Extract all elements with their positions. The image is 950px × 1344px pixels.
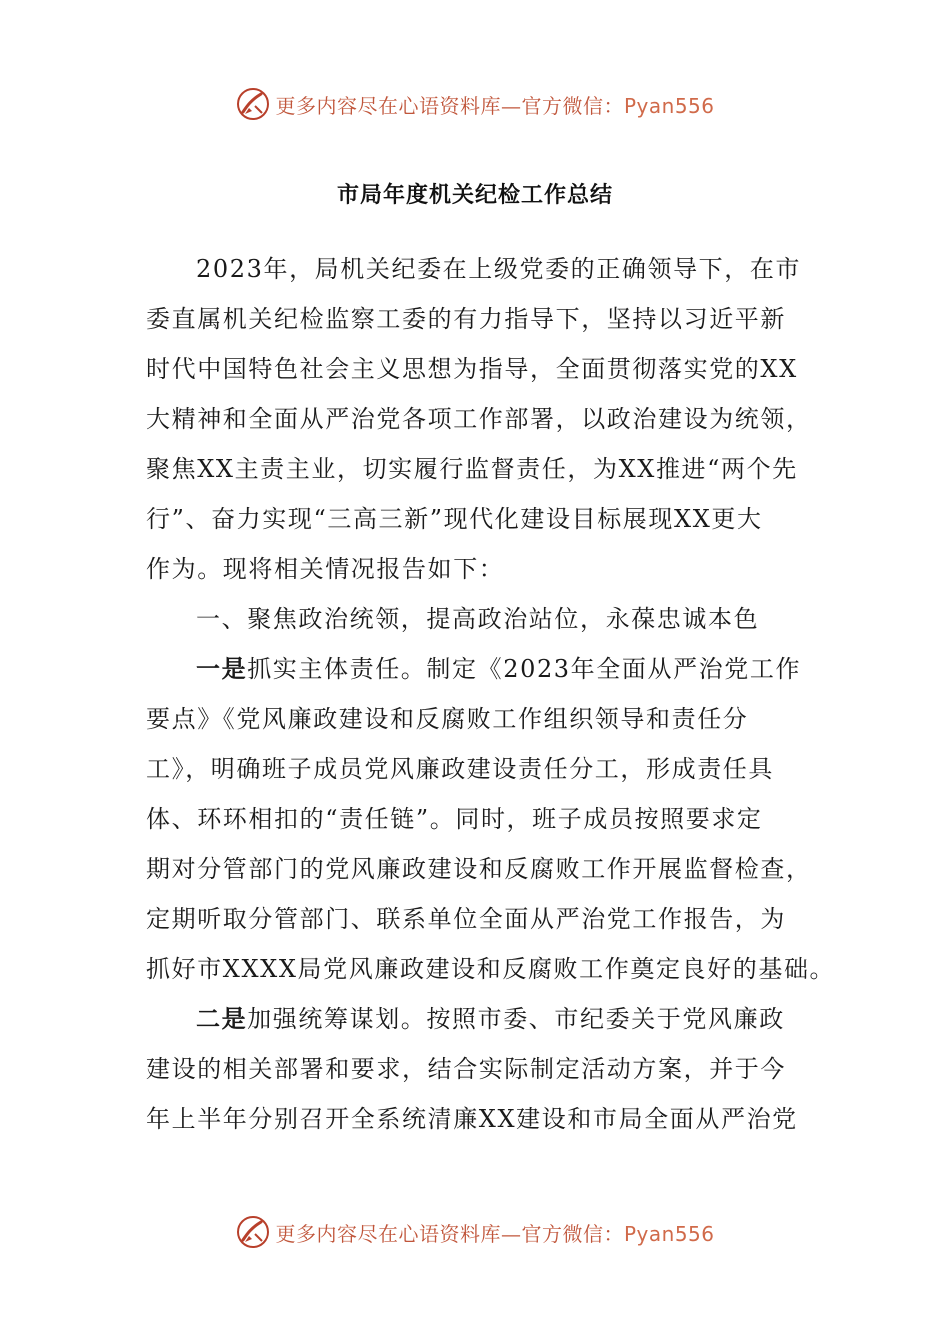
- item-one-first-line: 一是抓实主体责任。制定《2023年全面从严治党工作: [196, 655, 802, 683]
- paragraph-line: 建设的相关部署和要求，结合实际制定活动方案，并于今: [146, 1055, 786, 1083]
- paragraph-line: 要点》《党风廉政建设和反腐败工作组织领导和责任分: [146, 705, 749, 733]
- paragraph-line: 作为。现将相关情况报告如下：: [146, 555, 505, 583]
- banner-text: 更多内容尽在心语资料库—官方微信：Pyan556: [275, 93, 715, 118]
- paragraph-line: 年上半年分别召开全系统清廉XX建设和市局全面从严治党: [146, 1105, 798, 1133]
- pen-logo-icon: [235, 86, 271, 122]
- pen-logo-icon: [235, 1214, 271, 1250]
- item-two-first-line: 二是加强统筹谋划。按照市委、市纪委关于党风廉政: [196, 1005, 785, 1033]
- paragraph-line: 大精神和全面从严治党各项工作部署，以政治建设为统领，: [146, 405, 812, 433]
- paragraph-line: 聚焦XX主责主业，切实履行监督责任，为XX推进“两个先: [146, 455, 798, 483]
- paragraph-line: 体、环环相扣的“责任链”。同时，班子成员按照要求定: [146, 805, 763, 833]
- paragraph-line: 期对分管部门的党风廉政建设和反腐败工作开展监督检查，: [146, 855, 812, 883]
- wechat-id: Pyan556: [623, 1221, 715, 1246]
- paragraph-line: 2023年，局机关纪委在上级党委的正确领导下，在市: [196, 255, 802, 283]
- paragraph-line: 委直属机关纪检监察工委的有力指导下，坚持以习近平新: [146, 305, 786, 333]
- header-banner: [0, 82, 950, 126]
- item-one-lead: 一是: [196, 655, 248, 683]
- paragraph-line: 定期听取分管部门、联系单位全面从严治党工作报告，为: [146, 905, 786, 933]
- wechat-id: Pyan556: [623, 93, 715, 118]
- paragraph-line: 工》，明确班子成员党风廉政建设责任分工，形成责任具: [146, 755, 774, 783]
- document-title: 市局年度机关纪检工作总结: [336, 183, 613, 208]
- paragraph-line: 行”、奋力实现“三高三新”现代化建设目标展现XX更大: [146, 505, 763, 533]
- paragraph-line: 抓好市XXXX局党风廉政建设和反腐败工作奠定良好的基础。: [146, 955, 836, 983]
- paragraph-line: 时代中国特色社会主义思想为指导，全面贯彻落实党的XX: [146, 355, 798, 383]
- banner-text: 更多内容尽在心语资料库—官方微信：Pyan556: [275, 1221, 715, 1246]
- item-two-lead: 二是: [196, 1005, 248, 1033]
- section-heading: 一、聚焦政治统领，提高政治站位，永葆忠诚本色: [196, 605, 760, 633]
- footer-banner: [0, 1210, 950, 1254]
